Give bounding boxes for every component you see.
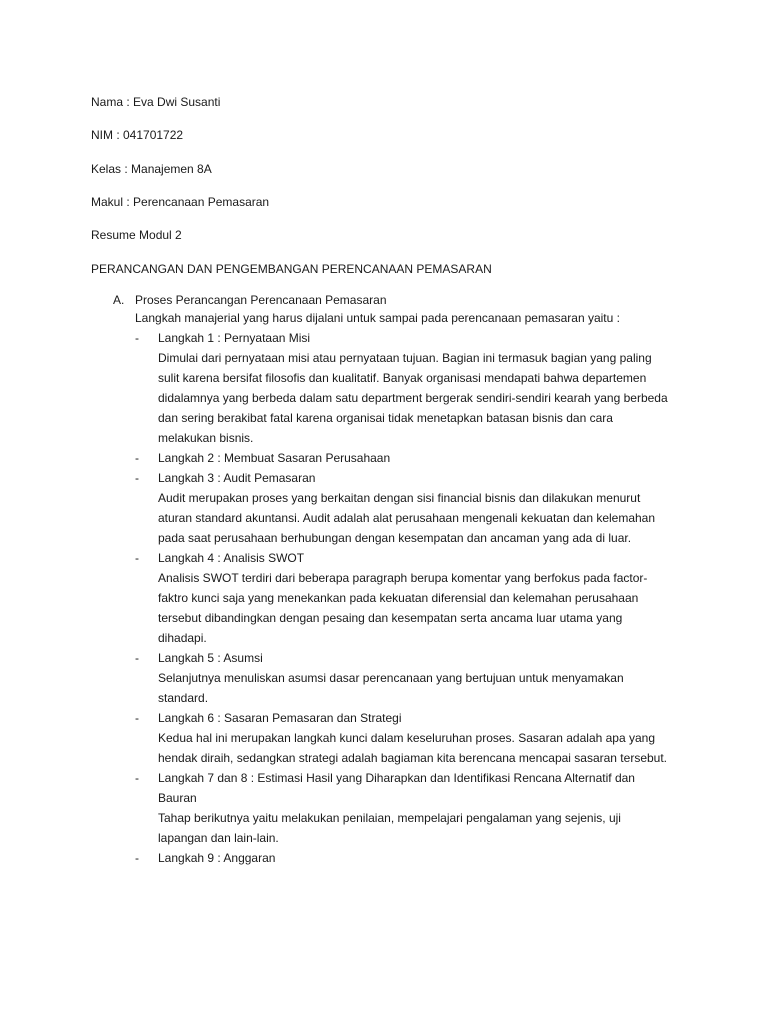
section-intro: Langkah manajerial yang harus dijalani untuk sampai pada perencanaan pemasaran yaitu :	[135, 311, 620, 325]
step-item-2	[135, 448, 673, 468]
step-title: Langkah 6 : Sasaran Pemasaran dan Strategi	[158, 711, 402, 725]
step-description: Tahap berikutnya yaitu melakukan penilaian, mempelajari pengalaman yang sejenis, uji lapangan dan lain-lain.	[158, 811, 621, 845]
step-description: Dimulai dari pernyataan misi atau pernyataan tujuan. Bagian ini termasuk bagian yang paling sulit karena bersifat filosofis dan kualitatif. Banyak organisasi mendapati bahwa departemen didalamnya yang berbeda dalam satu department bergerak sendiri-sendiri kearah yang berbeda dan sering berakibat fatal karena organisai tidak menetapkan batasan bisnis dan cara melakukan bisnis.	[158, 351, 668, 445]
section-letter: A.	[113, 293, 125, 307]
list-dash: -	[135, 771, 139, 785]
step-item-5	[135, 648, 673, 708]
section-a	[113, 292, 673, 868]
list-dash: -	[135, 471, 139, 485]
resume-label: Resume Modul 2	[91, 228, 182, 242]
section-title: Proses Perancangan Perencanaan Pemasaran	[135, 293, 387, 307]
list-dash: -	[135, 331, 139, 345]
step-description: Analisis SWOT terdiri dari beberapa paragraph berupa komentar yang berfokus pada factor-faktro kunci saja yang menekankan pada kekuatan diferensial dan kelemahan perusahaan tersebut dibandingkan dengan pesaing dan kesempatan serta ancama luar utama yang dihadapi.	[158, 571, 648, 645]
step-title: Langkah 7 dan 8 : Estimasi Hasil yang Diharapkan dan Identifikasi Rencana Alternatif dan Bauran	[158, 771, 635, 805]
list-dash: -	[135, 451, 139, 465]
step-item-7-8	[135, 768, 673, 848]
student-class: Kelas : Manajemen 8A	[91, 162, 212, 176]
step-item-6	[135, 708, 673, 768]
step-title: Langkah 9 : Anggaran	[158, 851, 276, 865]
course-name: Makul : Perencanaan Pemasaran	[91, 195, 270, 209]
list-dash: -	[135, 651, 139, 665]
list-dash: -	[135, 851, 139, 865]
step-title: Langkah 3 : Audit Pemasaran	[158, 471, 316, 485]
list-dash: -	[135, 711, 139, 725]
step-description: Kedua hal ini merupakan langkah kunci dalam keseluruhan proses. Sasaran adalah apa yang hendak diraih, sedangkan strategi adalah bagiaman kita berencana mencapai sasaran tersebut.	[158, 731, 668, 765]
student-nim: NIM : 041701722	[91, 128, 184, 142]
student-name: Nama : Eva Dwi Susanti	[91, 95, 221, 109]
step-description: Selanjutnya menuliskan asumsi dasar perencanaan yang bertujuan untuk menyamakan standard.	[158, 671, 624, 705]
section-heading	[113, 292, 673, 308]
step-title: Langkah 4 : Analisis SWOT	[158, 551, 305, 565]
step-item-1	[135, 328, 673, 448]
step-title: Langkah 1 : Pernyataan Misi	[158, 331, 311, 345]
step-item-4	[135, 548, 673, 648]
list-dash: -	[135, 551, 139, 565]
step-title: Langkah 5 : Asumsi	[158, 651, 263, 665]
document-title: PERANCANGAN DAN PENGEMBANGAN PERENCANAAN PEMASARAN	[91, 262, 492, 276]
step-description: Audit merupakan proses yang berkaitan dengan sisi financial bisnis dan dilakukan menurut aturan standard akuntansi. Audit adalah alat perusahaan mengenali kekuatan dan kelemahan pada saat perusahaan berhubungan dengan kesempatan dan ancaman yang ada di luar.	[158, 491, 656, 545]
step-item-3	[135, 468, 673, 548]
step-title: Langkah 2 : Membuat Sasaran Perusahaan	[158, 451, 391, 465]
step-item-9	[135, 848, 673, 868]
